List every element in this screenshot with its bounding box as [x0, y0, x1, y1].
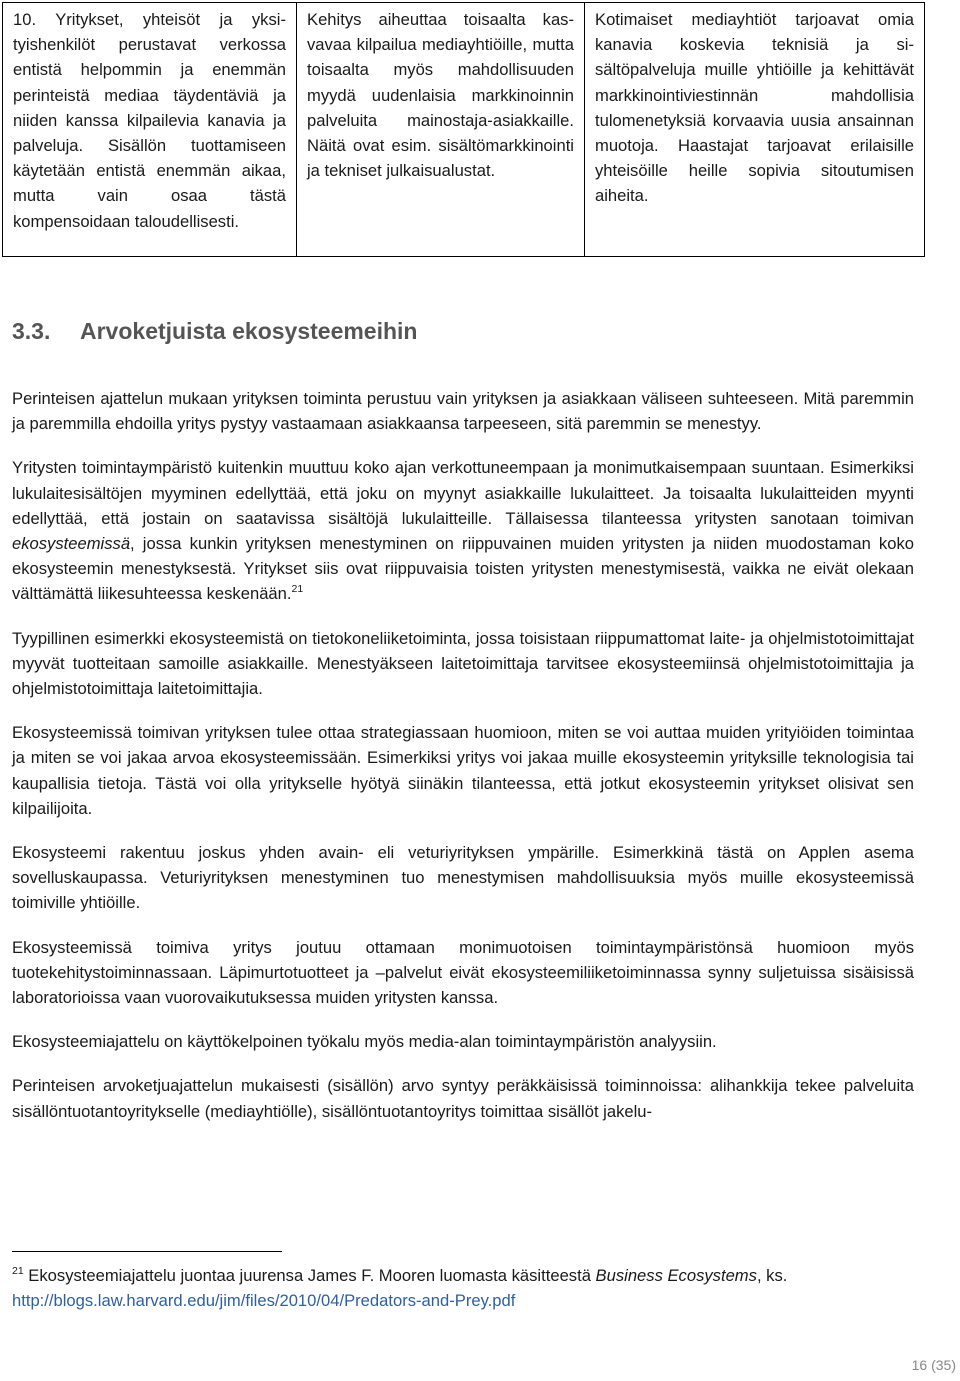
- paragraph: Ekosysteemi rakentuu joskus yhden avain- eli veturiyrityksen ympärille. Esimerkkinä tästä on Applen asema sovelluskaupassa. Veturiyrityksen menestyminen tuo menestymisen mahdollisuuksia myös muille ekosysteemissä toimiville yhtiöille.: [12, 843, 914, 913]
- table-cell-3: Kotimaiset mediayhtiöt tarjoavat omia kanavia koskevia teknisiä ja sisältöpalveluja muille yhtiöille ja kehittävät markkinointiviestinnän mahdollisia tulomenetyksiä korvaavia uusia ansainnan muotoja. Haastajat tarjoavat erilaisille yhteisöille heille sopivia sitoutumisen aiheita.: [584, 3, 924, 256]
- table-cell-1: 10. Yritykset, yhteisöt ja yksityishenkilöt perustavat verkossa entistä helpommin ja enemmän perinteistä mediaa täydentäviä ja niiden kanssa kilpailevia kanavia ja palveluja. Sisällön tuottamiseen käytetään entistä enemmän aikaa, mutta vain osaa tästä kompensoidaan taloudellisesti.: [13, 10, 286, 231]
- footnote: [12, 1263, 914, 1313]
- paragraph: Ekosysteemissä toimivan yrityksen tulee ottaa strategiassaan huomioon, miten se voi auttaa muiden yrityiöiden toimintaa ja miten se voi jakaa arvoa ekosysteemissään. Esimerkiksi yritys voi jakaa muille ekosysteemin yrityksille teknologisia tai kaupallisia tietoja. Tästä voi olla yritykselle hyötyä siinäkin tilanteessa, että jotkut ekosysteemin yritykset olisivat sen kilpailijoita.: [12, 723, 914, 818]
- footnote-reference[interactable]: 21: [291, 583, 304, 596]
- footnote-text-end: , ks.: [756, 1266, 788, 1285]
- paragraph: [12, 455, 914, 606]
- paragraph: Perinteisen ajattelun mukaan yrityksen toiminta perustuu vain yrityksen ja asiakkaan väliseen suhteeseen. Mitä paremmin ja paremmilla ehdoilla yritys pystyy vastaamaan asiakkaansa tarpeeseen, sitä paremmin se menestyy.: [12, 389, 914, 434]
- footnote-number: 21: [12, 1265, 24, 1277]
- footnote-link[interactable]: http://blogs.law.harvard.edu/jim/files/2010/04/Predators-and-Prey.pdf: [12, 1291, 516, 1310]
- footnote-book-title: Business Ecosystems: [595, 1266, 757, 1285]
- paragraph: Ekosysteemissä toimiva yritys joutuu ottamaan monimuotoisen toimintaympäristönsä huomioon myös tuotekehitystoiminnassaan. Läpimurtotuotteet ja –palvelut eivät ekosysteemiliiketoiminnassa synny suljetuissa sisäisissä laboratorioissa vaan vuorovaikutuksessa muiden yritysten kanssa.: [12, 937, 914, 1008]
- body-text: [12, 386, 914, 1143]
- page-number: 16 (35): [911, 1357, 956, 1373]
- summary-table: [2, 2, 925, 257]
- emphasis-term: ekosysteemissä: [12, 534, 131, 554]
- section-heading: [12, 318, 417, 345]
- table-cell-2: Kehitys aiheuttaa toisaalta kasvavaa kilpailua mediayhtiöille, mutta toisaalta myös mahdollisuuden myydä uudenlaisia markkinoinnin palveluita mainostaja-asiakkaille. Näitä ovat esim. sisältömarkkinointi ja tekniset julkaisualustat.: [296, 3, 584, 256]
- section-title: Arvoketjuista ekosysteemeihin: [80, 318, 418, 344]
- paragraph: Ekosysteemiajattelu on käyttökelpoinen työkalu myös media-alan toimintaympäristön analyysiin.: [12, 1032, 717, 1052]
- section-number: 3.3.: [12, 318, 51, 344]
- paragraph: Perinteisen arvoketjuajattelun mukaisesti (sisällön) arvo syntyy peräkkäisissä toiminnoissa: alihankkija tekee palveluita sisällöntuotantoyritykselle (mediayhtiölle), sisällöntuotantoyritys toimittaa sisällöt jakelu-: [12, 1076, 914, 1121]
- paragraph: Tyypillinen esimerkki ekosysteemistä on tietokoneliiketoiminta, jossa toisistaan riippumattomat laite- ja ohjelmistotoimittajat myyvät tuotteitaan samoille asiakkaille. Menestyäkseen laitetoimittaja tarvitsee ekosysteemiinsä ohjelmistotoimittajia ja ohjelmistotoimittaja laitetoimittajia.: [12, 628, 914, 699]
- footnote-text: Ekosysteemiajattelu juontaa juurensa James F. Mooren luomasta käsitteestä: [23, 1266, 596, 1285]
- footnote-separator: [12, 1251, 282, 1252]
- paragraph-text: , jossa kunkin yrityksen menestyminen on riippuvainen muiden yritysten ja niiden muodostaman koko ekosysteemin menestyksestä. Yritykset siis ovat riippuvaisia toisten yritysten menestymisestä, vaikka ne eivät olekaan välttämättä liikesuhteessa keskenään.: [12, 534, 914, 604]
- paragraph-text: Yritysten toimintaympäristö kuitenkin muuttuu koko ajan verkottuneempaan ja monimutkaisempaan suuntaan. Esimerkiksi lukulaitesisältöjen myyminen edellyttää, että joku on myynyt asiakkaille lukulaitteet. Ja toisaalta lukulaitteiden myynti edellyttää, että jostain on saatavissa sisältöjä lukulaitteille. Tällaisessa tilanteessa yritysten sanotaan toimivan: [12, 458, 914, 528]
